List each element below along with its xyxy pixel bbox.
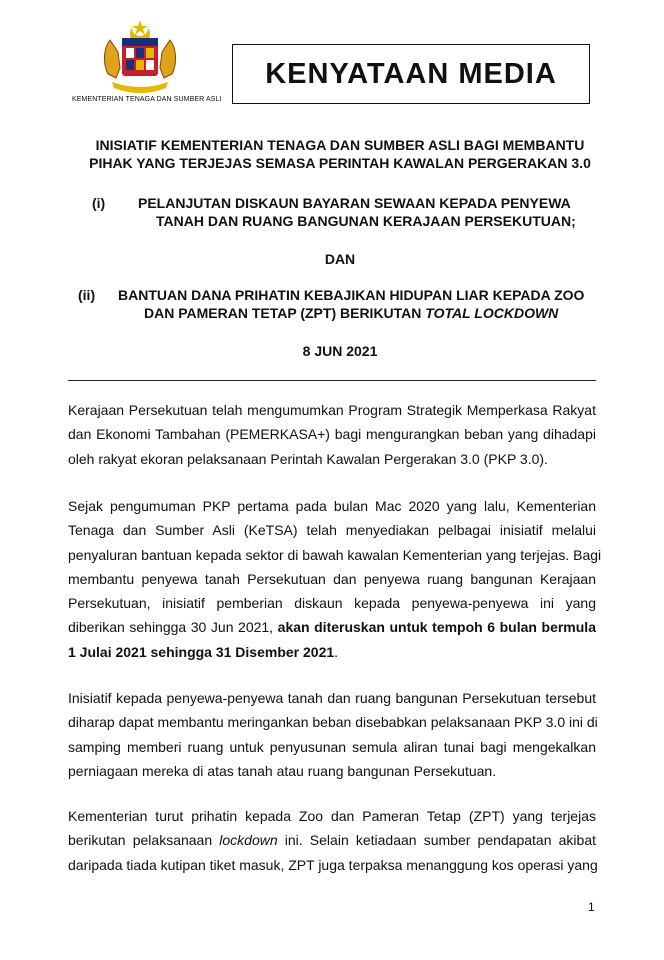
paragraph-3-line: perniagaan mereka di atas tanah atau ruang bangunan Persekutuan. <box>68 762 497 779</box>
paragraph-4-line-2 <box>68 828 596 852</box>
paragraph-2-text: diberikan sehingga 30 Jun 2021, <box>68 619 278 636</box>
paragraph-1-line: dan Ekonomi Tambahan (PEMERKASA+) bagi mengurangkan beban yang dihadapi <box>68 426 596 443</box>
item-ii-line-2-text: DAN PAMERAN TETAP (ZPT) BERIKUTAN <box>144 305 426 321</box>
item-i-number: (i) <box>92 195 106 211</box>
coat-of-arms-logo <box>90 18 190 98</box>
paragraph-2-line: Sejak pengumuman PKP pertama pada bulan Mac 2020 yang lalu, Kementerian <box>68 498 596 514</box>
item-i-line-1: PELANJUTAN DISKAUN BAYARAN SEWAAN KEPADA PENYEWA <box>138 195 571 211</box>
ministry-name: KEMENTERIAN TENAGA DAN SUMBER ASLI <box>72 96 222 103</box>
title-line-2: PIHAK YANG TERJEJAS SEMASA PERINTAH KAWALAN PERGERAKAN 3.0 <box>89 155 591 171</box>
media-statement-box <box>232 44 590 104</box>
paragraph-3-line: samping memberi ruang untuk penyusunan semula aliran tunai bagi mengekalkan <box>68 738 596 755</box>
item-i-line-2: TANAH DAN RUANG BANGUNAN KERAJAAN PERSEKUTUAN; <box>156 213 576 229</box>
paragraph-4-line: Kementerian turut prihatin kepada Zoo dan Pameran Tetap (ZPT) yang terjejas <box>68 808 596 824</box>
paragraph-2-line: Persekutuan, inisiatif pemberian diskaun kepada penyewa-penyewa ini yang <box>68 595 596 612</box>
paragraph-2 <box>68 494 602 664</box>
paragraph-2-line: Tenaga dan Sumber Asli (KeTSA) telah menyediakan pelbagai inisiatif melalui <box>68 522 596 539</box>
paragraph-2-line: membantu penyewa tanah Persekutuan dan penyewa ruang bangunan Kerajaan <box>68 570 596 587</box>
paragraph-3-line: diharap dapat membantu meringankan beban disebabkan pelaksanaan PKP 3.0 ini di <box>68 714 598 731</box>
paragraph-2-line-7 <box>68 640 596 664</box>
paragraph-2-bold-date: 1 Julai 2021 sehingga 31 Disember 2021 <box>68 643 335 660</box>
title-line-1: INISIATIF KEMENTERIAN TENAGA DAN SUMBER ASLI BAGI MEMBANTU <box>95 137 585 153</box>
media-statement-title: KENYATAAN MEDIA <box>265 57 557 90</box>
paragraph-4-italic: lockdown <box>219 832 278 849</box>
paragraph-2-line-6 <box>68 615 596 639</box>
paragraph-3 <box>68 686 596 783</box>
paragraph-1-line: Kerajaan Persekutuan telah mengumumkan Program Strategik Memperkasa Rakyat <box>68 402 596 418</box>
item-ii-line-2-italic: TOTAL LOCKDOWN <box>425 305 559 321</box>
paragraph-4-text: berikutan pelaksanaan <box>68 832 220 849</box>
paragraph-4 <box>68 804 596 877</box>
paragraph-2-line: penyaluran bantuan kepada sektor di bawah kawalan Kementerian yang terjejas. Bagi <box>68 546 602 563</box>
connector-dan: DAN <box>324 251 356 267</box>
paragraph-2-bold-text: akan diteruskan untuk tempoh 6 bulan bermula <box>277 619 596 636</box>
item-ii-line-1: BANTUAN DANA PRIHATIN KEBAJIKAN HIDUPAN LIAR KEPADA ZOO <box>118 287 585 303</box>
paragraph-4-line: daripada tiada kutipan tiket masuk, ZPT juga terpaksa menanggung kos operasi yang <box>68 856 598 873</box>
header-divider <box>68 380 596 381</box>
paragraph-3-line: Inisiatif kepada penyewa-penyewa tanah dan ruang bangunan Persekutuan tersebut <box>68 690 596 706</box>
release-date: 8 JUN 2021 <box>302 343 378 359</box>
paragraph-1 <box>68 398 596 471</box>
paragraph-2-period: . <box>334 643 339 660</box>
paragraph-1-line: oleh rakyat ekoran pelaksanaan Perintah Kawalan Pergerakan 3.0 (PKP 3.0). <box>68 450 548 467</box>
page-number: 1 <box>588 900 595 914</box>
item-ii-number: (ii) <box>78 287 96 303</box>
item-ii-line-2 <box>144 304 558 322</box>
paragraph-4-text-suffix: ini. Selain ketiadaan sumber pendapatan akibat <box>277 832 596 849</box>
